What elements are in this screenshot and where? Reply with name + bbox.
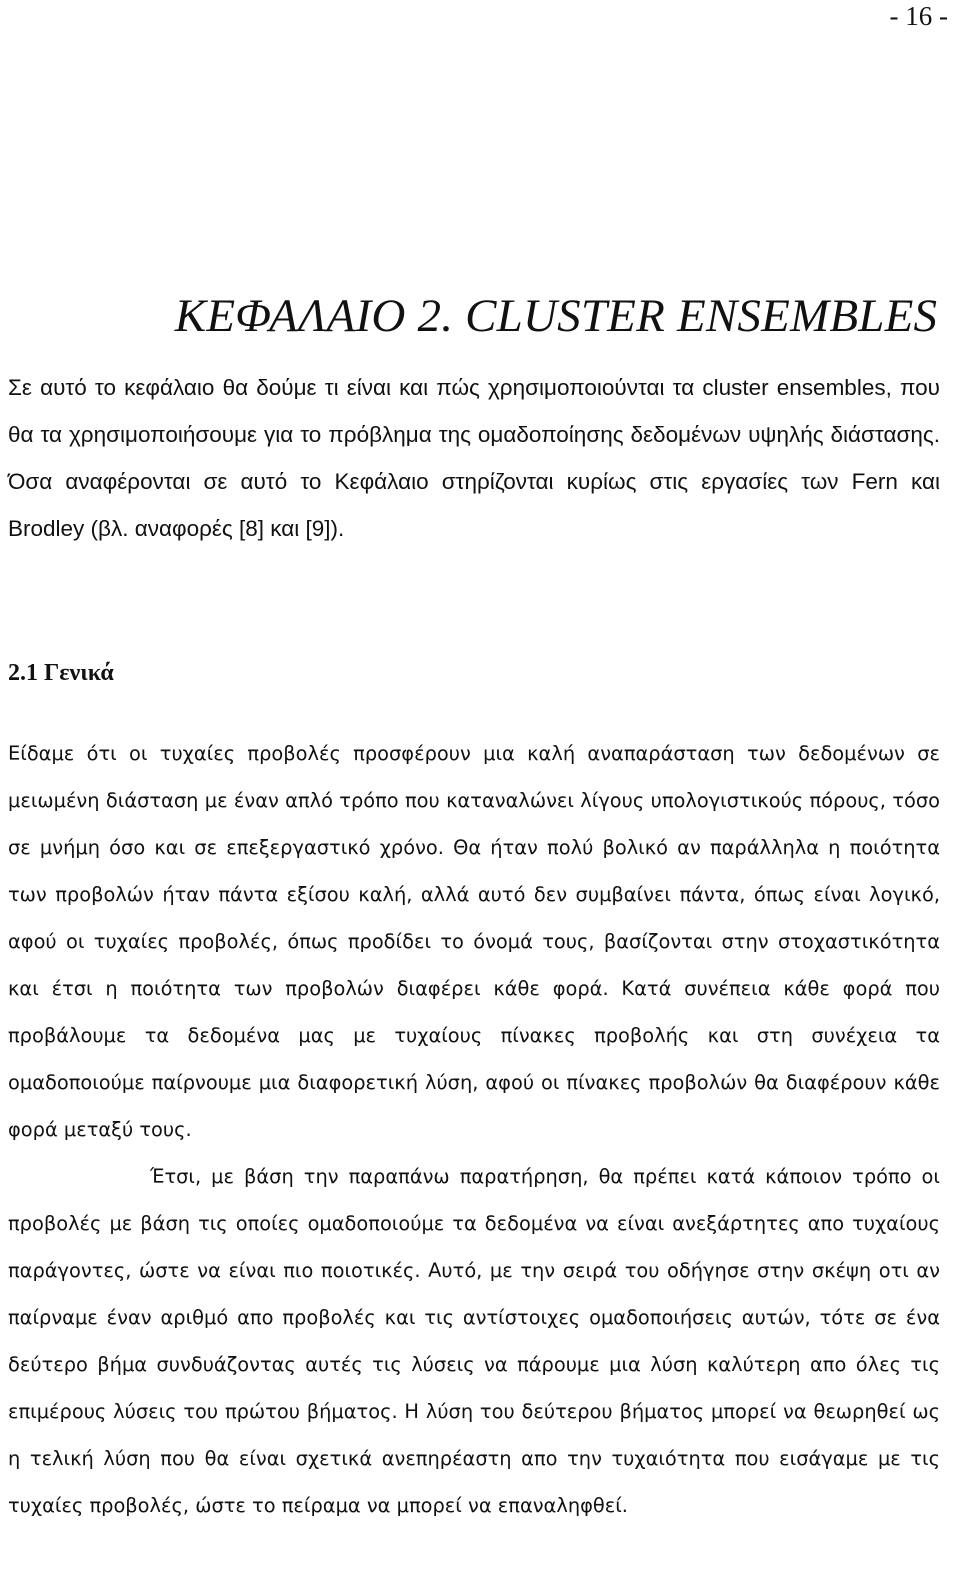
intro-paragraph: Σε αυτό το κεφάλαιο θα δούμε τι είναι και πώς χρησιμοποιούνται τα cluster ensembles, που θα τα χρησιμοποιήσουμε για το πρόβλημα της ομαδοποίησης δεδομένων υψηλής διάστασης. Όσα αναφέρονται σε αυτό το Κεφάλαιο στηρίζονται κυρίως στις εργασίες των Fern και Brodley (βλ. αναφορές [8] και [9]).: [8, 375, 940, 541]
chapter-title: ΚΕΦΑΛΑΙΟ 2. CLUSTER ENSEMBLES: [174, 290, 938, 342]
body-paragraph: Είδαμε ότι οι τυχαίες προβολές προσφέρουν μια καλή αναπαράσταση των δεδομένων σε μειωμένη διάσταση με έναν απλό τρόπο που καταναλώνει λίγους υπολογιστικούς πόρους, τόσο σε μνήμη όσο και σε επεξεργαστικό χρόνο. Θα ήταν πολύ βολικό αν παράλληλα η ποιότητα των προβολών ήταν πάντα εξίσου καλή, αλλά αυτό δεν συμβαίνει πάντα, όπως είναι λογικό, αφού οι τυχαίες προβολές, όπως προδίδει το όνομά τους, βασίζονται στην στοχαστικότητα και έτσι η ποιότητα των προβολών διαφέρει κάθε φορά. Κατά συνέπεια κάθε φορά που προβάλουμε τα δεδομένα μας με τυχαίους πίνακες προβολής και στη συνέχεια τα ομαδοποιούμε παίρνουμε μια διαφορετική λύση, αφού οι πίνακες προβολών θα διαφέρουν κάθε φορά μεταξύ τους.: [8, 742, 940, 1141]
section-heading: 2.1 Γενικά: [8, 660, 114, 686]
body-paragraph: Έτσι, με βάση την παραπάνω παρατήρηση, θα πρέπει κατά κάποιον τρόπο οι προβολές με βάση τις οποίες ομαδοποιούμε τα δεδομένα να είναι ανεξάρτητες απο τυχαίους παράγοντες, ώστε να είναι πιο ποιοτικές. Αυτό, με την σειρά του οδήγησε στην σκέψη οτι αν παίρναμε έναν αριθμό απο προβολές και τις αντίστοιχες ομαδοποιήσεις αυτών, τότε σε ένα δεύτερο βήμα συνδυάζοντας αυτές τις λύσεις να πάρουμε μια λύση καλύτερη απο όλες τις επιμέρους λύσεις του πρώτου βήματος. Η λύση του δεύτερου βήματος μπορεί να θεωρηθεί ως η τελική λύση που θα είναι σχετικά ανεπηρέαστη απο την τυχαιότητα που εισάγαμε με τις τυχαίες προβολές, ώστε το πείραμα να μπορεί να επαναληφθεί.: [8, 1165, 940, 1517]
section-body: [8, 730, 940, 1529]
page-number: - 16 -: [889, 1, 948, 31]
